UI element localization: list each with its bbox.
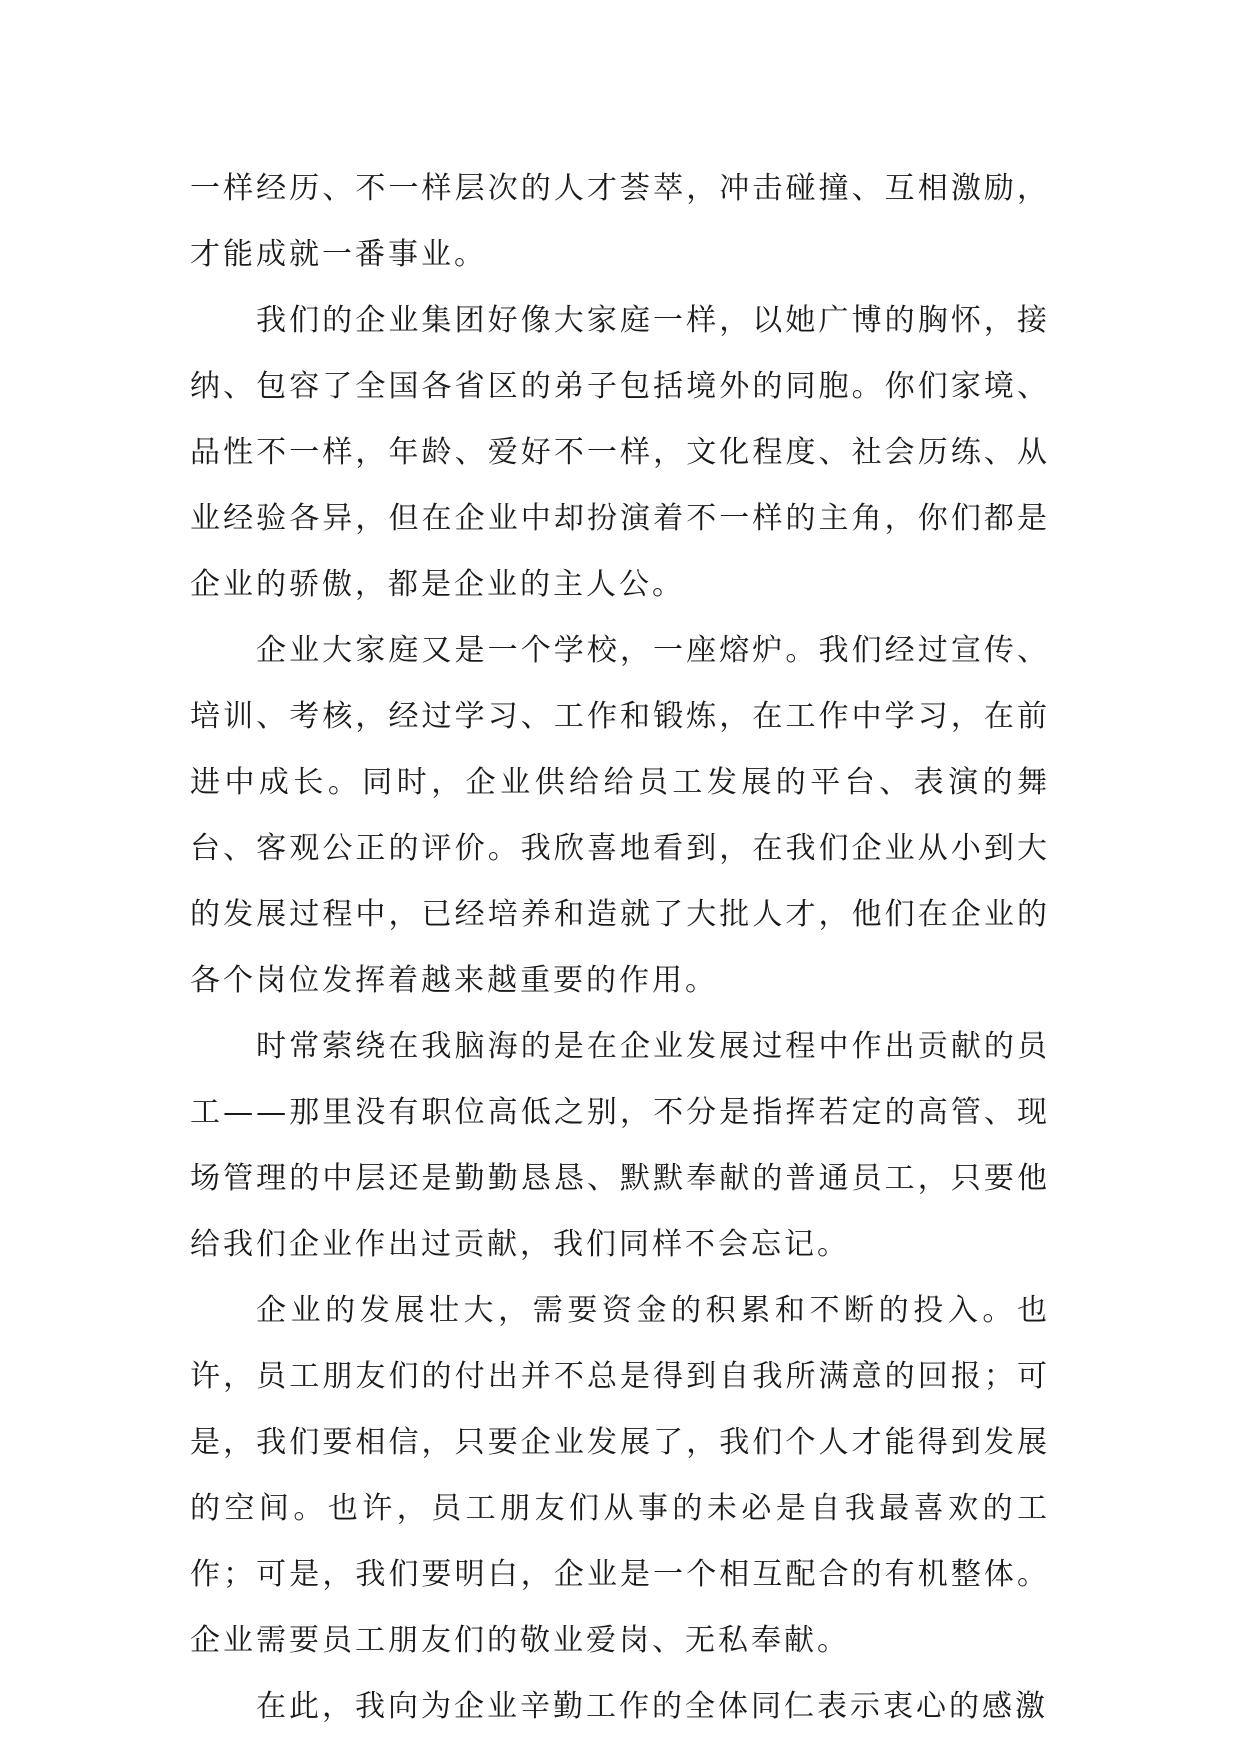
paragraph-4: 时常萦绕在我脑海的是在企业发展过程中作出贡献的员工——那里没有职位高低之别，不分是指挥若定的高管、现场管理的中层还是勤勤恳恳、默默奉献的普通员工，只要他给我们企业作出过贡献，我们同样不会忘记。 <box>190 1029 1050 1262</box>
paragraph-3: 企业大家庭又是一个学校，一座熔炉。我们经过宣传、培训、考核，经过学习、工作和锻炼，在工作中学习，在前进中成长。同时，企业供给给员工发展的平台、表演的舞台、客观公正的评价。我欣喜地看到，在我们企业从小到大的发展过程中，已经培养和造就了大批人才，他们在企业的各个岗位发挥着越来越重要的作用。 <box>190 633 1050 998</box>
paragraph-1: 一样经历、不一样层次的人才荟萃，冲击碰撞、互相激励，才能成就一番事业。 <box>190 171 1050 272</box>
paragraph-6: 在此，我向为企业辛勤工作的全体同仁表示衷心的感激 <box>256 1689 1048 1724</box>
body-text <box>190 156 1050 1740</box>
paragraph-2: 我们的企业集团好像大家庭一样，以她广博的胸怀，接纳、包容了全国各省区的弟子包括境外的同胞。你们家境、品性不一样，年龄、爱好不一样，文化程度、社会历练、从业经验各异，但在企业中却扮演着不一样的主角，你们都是企业的骄傲，都是企业的主人公。 <box>190 303 1050 602</box>
paragraph-5: 企业的发展壮大，需要资金的积累和不断的投入。也许，员工朋友们的付出并不总是得到自我所满意的回报；可是，我们要相信，只要企业发展了，我们个人才能得到发展的空间。也许，员工朋友们从事的未必是自我最喜欢的工作；可是，我们要明白，企业是一个相互配合的有机整体。企业需要员工朋友们的敬业爱岗、无私奉献。 <box>190 1293 1050 1658</box>
